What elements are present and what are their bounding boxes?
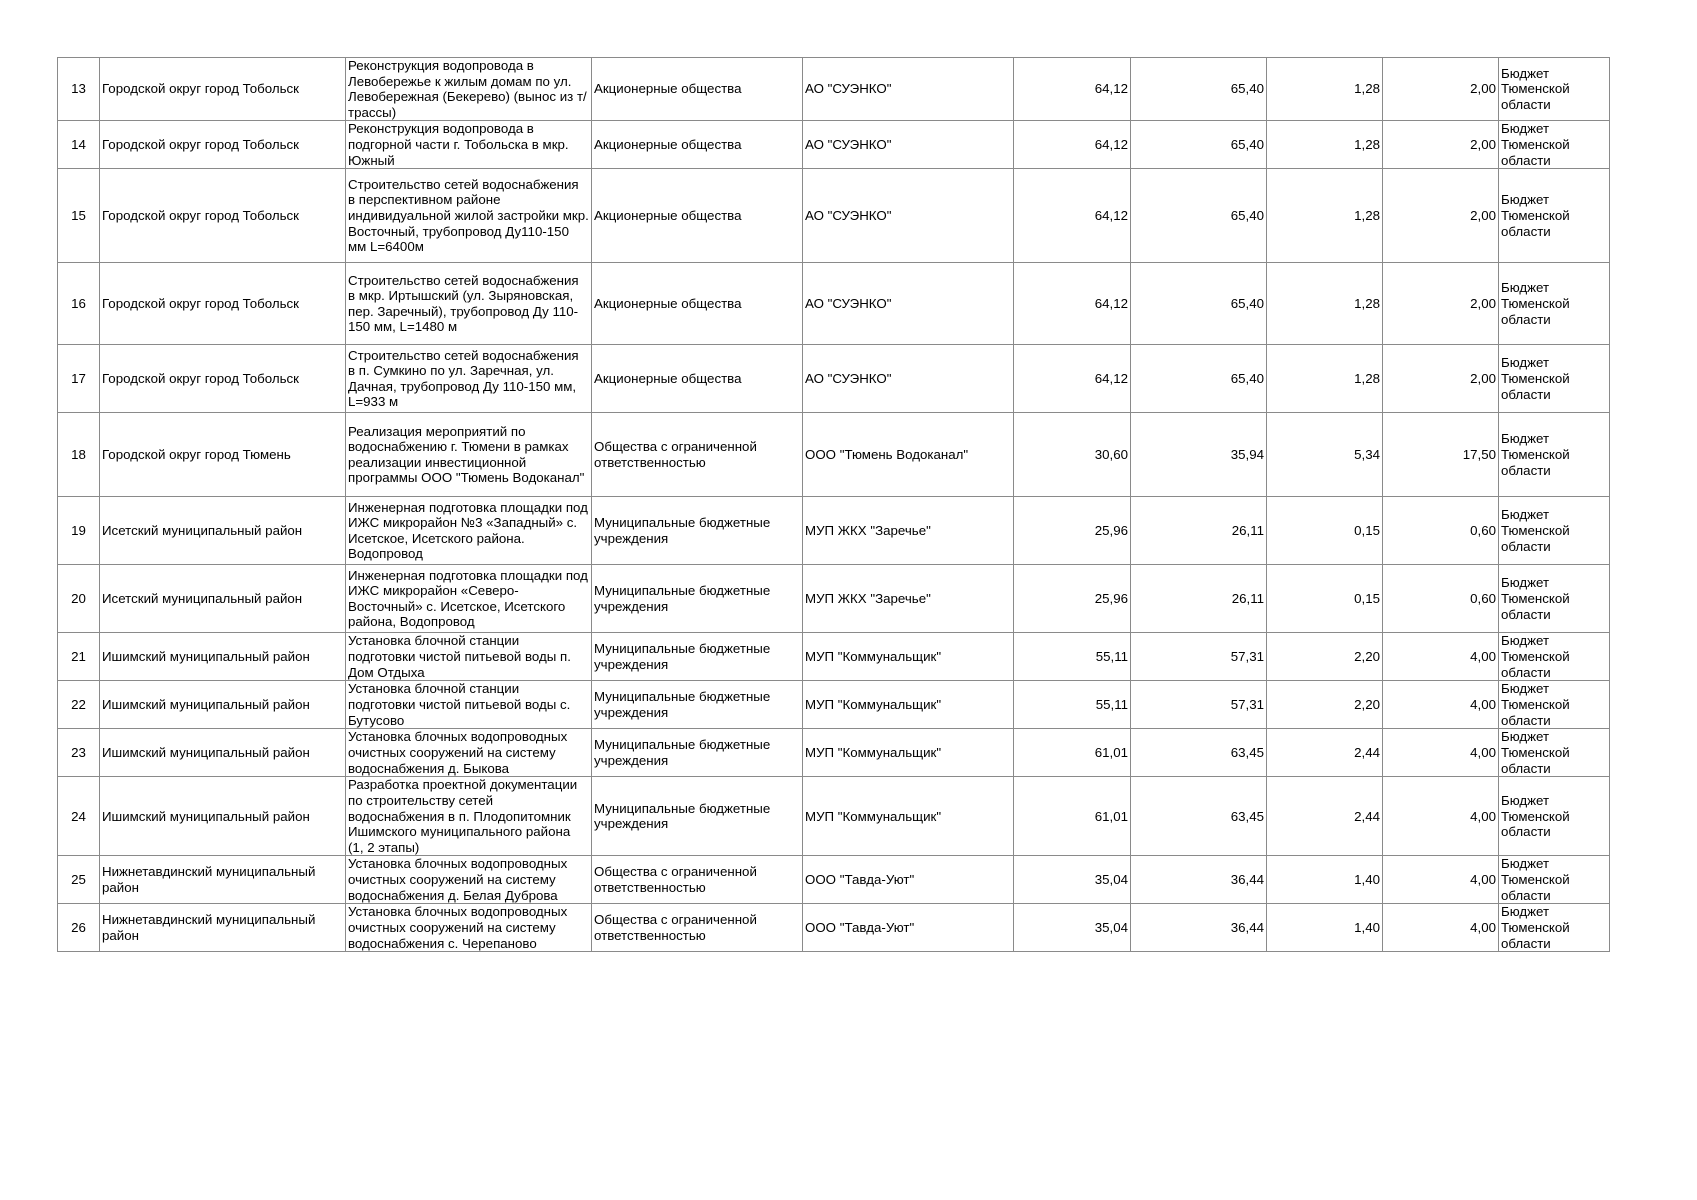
funding-source-cell: Бюджет Тюменской области [1499,121,1610,169]
value-3-cell: 1,28 [1267,263,1383,345]
row-number: 16 [58,263,100,345]
value-2-cell: 36,44 [1131,856,1267,904]
org-type-cell: Общества с ограниченной ответственностью [592,856,803,904]
value-4-cell: 4,00 [1383,681,1499,729]
value-1-cell: 25,96 [1014,497,1131,565]
organization-cell: АО "СУЭНКО" [803,58,1014,121]
value-4-cell: 4,00 [1383,856,1499,904]
funding-source-cell: Бюджет Тюменской области [1499,681,1610,729]
value-1-cell: 55,11 [1014,633,1131,681]
value-3-cell: 2,44 [1267,777,1383,856]
funding-source-cell: Бюджет Тюменской области [1499,633,1610,681]
funding-source-cell: Бюджет Тюменской области [1499,856,1610,904]
value-2-cell: 65,40 [1131,169,1267,263]
value-1-cell: 25,96 [1014,565,1131,633]
municipality-cell: Городской округ город Тобольск [100,345,346,413]
funding-source-cell: Бюджет Тюменской области [1499,413,1610,497]
value-2-cell: 65,40 [1131,345,1267,413]
table-row [58,729,1610,777]
row-number: 15 [58,169,100,263]
row-number: 21 [58,633,100,681]
table-row [58,856,1610,904]
row-number: 14 [58,121,100,169]
organization-cell: МУП "Коммунальщик" [803,633,1014,681]
value-1-cell: 35,04 [1014,856,1131,904]
row-number: 26 [58,904,100,952]
organization-cell: МУП "Коммунальщик" [803,777,1014,856]
org-type-cell: Акционерные общества [592,121,803,169]
table-row [58,58,1610,121]
org-type-cell: Акционерные общества [592,263,803,345]
municipality-cell: Городской округ город Тобольск [100,58,346,121]
org-type-cell: Акционерные общества [592,58,803,121]
value-3-cell: 1,40 [1267,856,1383,904]
investment-table [57,57,1610,952]
project-cell: Разработка проектной документации по строительству сетей водоснабжения в п. Плодопитомник Ишимского муниципального района (1, 2 этапы) [346,777,592,856]
value-1-cell: 30,60 [1014,413,1131,497]
row-number: 25 [58,856,100,904]
value-2-cell: 57,31 [1131,681,1267,729]
value-3-cell: 1,28 [1267,169,1383,263]
org-type-cell: Акционерные общества [592,169,803,263]
value-3-cell: 1,28 [1267,345,1383,413]
table-body [58,58,1610,952]
value-3-cell: 2,20 [1267,633,1383,681]
table-row [58,904,1610,952]
project-cell: Установка блочной станции подготовки чистой питьевой воды с. Бутусово [346,681,592,729]
organization-cell: МУП "Коммунальщик" [803,729,1014,777]
funding-source-cell: Бюджет Тюменской области [1499,263,1610,345]
value-2-cell: 65,40 [1131,263,1267,345]
organization-cell: АО "СУЭНКО" [803,121,1014,169]
value-4-cell: 0,60 [1383,565,1499,633]
municipality-cell: Нижнетавдинский муниципальный район [100,904,346,952]
municipality-cell: Ишимский муниципальный район [100,777,346,856]
funding-source-cell: Бюджет Тюменской области [1499,58,1610,121]
municipality-cell: Городской округ город Тобольск [100,169,346,263]
organization-cell: ООО "Тавда-Уют" [803,856,1014,904]
value-4-cell: 2,00 [1383,169,1499,263]
row-number: 23 [58,729,100,777]
municipality-cell: Исетский муниципальный район [100,565,346,633]
municipality-cell: Исетский муниципальный район [100,497,346,565]
organization-cell: АО "СУЭНКО" [803,169,1014,263]
org-type-cell: Муниципальные бюджетные учреждения [592,729,803,777]
funding-source-cell: Бюджет Тюменской области [1499,904,1610,952]
municipality-cell: Нижнетавдинский муниципальный район [100,856,346,904]
org-type-cell: Муниципальные бюджетные учреждения [592,633,803,681]
value-4-cell: 4,00 [1383,729,1499,777]
value-1-cell: 64,12 [1014,263,1131,345]
value-1-cell: 61,01 [1014,729,1131,777]
table-row [58,681,1610,729]
project-cell: Инженерная подготовка площадки под ИЖС микрорайон №3 «Западный» с. Исетское, Исетского района. Водопровод [346,497,592,565]
municipality-cell: Городской округ город Тюмень [100,413,346,497]
value-4-cell: 4,00 [1383,633,1499,681]
project-cell: Установка блочных водопроводных очистных сооружений на систему водоснабжения д. Быкова [346,729,592,777]
municipality-cell: Ишимский муниципальный район [100,681,346,729]
org-type-cell: Муниципальные бюджетные учреждения [592,681,803,729]
value-1-cell: 64,12 [1014,121,1131,169]
project-cell: Реализация мероприятий по водоснабжению г. Тюмени в рамках реализации инвестиционной программы ООО "Тюмень Водоканал" [346,413,592,497]
value-4-cell: 4,00 [1383,904,1499,952]
row-number: 20 [58,565,100,633]
row-number: 19 [58,497,100,565]
value-2-cell: 36,44 [1131,904,1267,952]
table-row [58,633,1610,681]
org-type-cell: Муниципальные бюджетные учреждения [592,565,803,633]
organization-cell: АО "СУЭНКО" [803,263,1014,345]
funding-source-cell: Бюджет Тюменской области [1499,497,1610,565]
project-cell: Установка блочной станции подготовки чистой питьевой воды п. Дом Отдыха [346,633,592,681]
value-3-cell: 0,15 [1267,565,1383,633]
organization-cell: МУП "Коммунальщик" [803,681,1014,729]
organization-cell: МУП ЖКХ "Заречье" [803,565,1014,633]
value-3-cell: 1,40 [1267,904,1383,952]
funding-source-cell: Бюджет Тюменской области [1499,345,1610,413]
org-type-cell: Акционерные общества [592,345,803,413]
row-number: 22 [58,681,100,729]
funding-source-cell: Бюджет Тюменской области [1499,777,1610,856]
value-3-cell: 2,20 [1267,681,1383,729]
table-row [58,497,1610,565]
org-type-cell: Муниципальные бюджетные учреждения [592,777,803,856]
org-type-cell: Общества с ограниченной ответственностью [592,413,803,497]
municipality-cell: Ишимский муниципальный район [100,729,346,777]
project-cell: Реконструкция водопровода в Левобережье к жилым домам по ул. Левобережная (Бекерево) (вынос из т/трассы) [346,58,592,121]
value-1-cell: 64,12 [1014,345,1131,413]
table-row [58,413,1610,497]
row-number: 18 [58,413,100,497]
value-2-cell: 63,45 [1131,777,1267,856]
value-2-cell: 26,11 [1131,565,1267,633]
value-4-cell: 2,00 [1383,121,1499,169]
value-2-cell: 63,45 [1131,729,1267,777]
value-4-cell: 0,60 [1383,497,1499,565]
value-1-cell: 35,04 [1014,904,1131,952]
value-3-cell: 1,28 [1267,121,1383,169]
value-2-cell: 26,11 [1131,497,1267,565]
value-4-cell: 2,00 [1383,263,1499,345]
project-cell: Установка блочных водопроводных очистных сооружений на систему водоснабжения д. Белая Дуброва [346,856,592,904]
table-row [58,777,1610,856]
row-number: 17 [58,345,100,413]
value-4-cell: 17,50 [1383,413,1499,497]
table-row [58,263,1610,345]
municipality-cell: Ишимский муниципальный район [100,633,346,681]
value-1-cell: 64,12 [1014,58,1131,121]
value-2-cell: 35,94 [1131,413,1267,497]
project-cell: Инженерная подготовка площадки под ИЖС микрорайон «Северо-Восточный» с. Исетское, Исетского района, Водопровод [346,565,592,633]
project-cell: Строительство сетей водоснабжения в перспективном районе индивидуальной жилой застройки мкр. Восточный, трубопровод Ду110-150 мм L=6400м [346,169,592,263]
org-type-cell: Муниципальные бюджетные учреждения [592,497,803,565]
value-2-cell: 65,40 [1131,58,1267,121]
project-cell: Строительство сетей водоснабжения в п. Сумкино по ул. Заречная, ул. Дачная, трубопровод Ду 110-150 мм, L=933 м [346,345,592,413]
value-4-cell: 2,00 [1383,58,1499,121]
value-3-cell: 5,34 [1267,413,1383,497]
value-3-cell: 2,44 [1267,729,1383,777]
value-2-cell: 65,40 [1131,121,1267,169]
row-number: 13 [58,58,100,121]
organization-cell: МУП ЖКХ "Заречье" [803,497,1014,565]
org-type-cell: Общества с ограниченной ответственностью [592,904,803,952]
value-2-cell: 57,31 [1131,633,1267,681]
row-number: 24 [58,777,100,856]
project-cell: Строительство сетей водоснабжения в мкр. Иртышский (ул. Зыряновская, пер. Заречный), трубопровод Ду 110-150 мм, L=1480 м [346,263,592,345]
funding-source-cell: Бюджет Тюменской области [1499,565,1610,633]
organization-cell: ООО "Тюмень Водоканал" [803,413,1014,497]
project-cell: Реконструкция водопровода в подгорной части г. Тобольска в мкр. Южный [346,121,592,169]
municipality-cell: Городской округ город Тобольск [100,263,346,345]
table-row [58,121,1610,169]
funding-source-cell: Бюджет Тюменской области [1499,729,1610,777]
value-3-cell: 0,15 [1267,497,1383,565]
table-row [58,345,1610,413]
funding-source-cell: Бюджет Тюменской области [1499,169,1610,263]
table-row [58,169,1610,263]
project-cell: Установка блочных водопроводных очистных сооружений на систему водоснабжения с. Черепаново [346,904,592,952]
value-4-cell: 4,00 [1383,777,1499,856]
table-row [58,565,1610,633]
value-1-cell: 64,12 [1014,169,1131,263]
organization-cell: АО "СУЭНКО" [803,345,1014,413]
organization-cell: ООО "Тавда-Уют" [803,904,1014,952]
value-4-cell: 2,00 [1383,345,1499,413]
value-1-cell: 61,01 [1014,777,1131,856]
municipality-cell: Городской округ город Тобольск [100,121,346,169]
value-3-cell: 1,28 [1267,58,1383,121]
value-1-cell: 55,11 [1014,681,1131,729]
